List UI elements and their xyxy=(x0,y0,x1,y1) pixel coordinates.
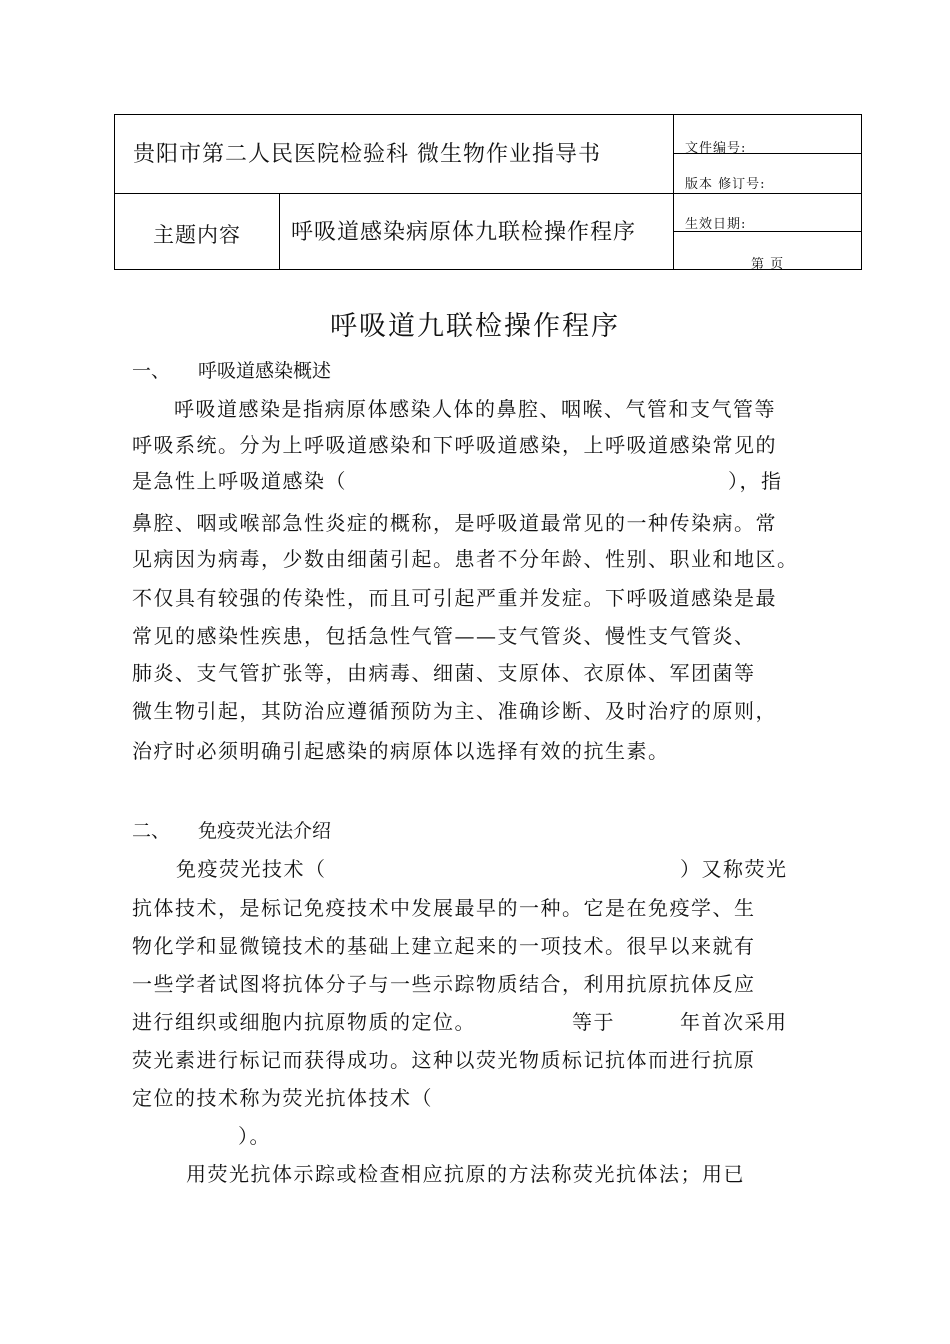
paragraph-line: 常见的感染性疾患，包括急性气管——支气管炎、慢性支气管炎、 xyxy=(132,624,756,648)
section-heading xyxy=(132,816,331,843)
paragraph-line: 荧光素进行标记而获得成功。这种以荧光物质标记抗体而进行抗原 xyxy=(132,1048,756,1072)
effective-date-label: 生效日期: xyxy=(685,217,747,232)
paragraph-line: 是急性上呼吸道感染（ xyxy=(132,469,347,493)
subject-label: 主题内容 xyxy=(153,223,241,247)
paragraph-line: 一些学者试图将抗体分子与一些示踪物质结合，利用抗原抗体反应 xyxy=(132,972,756,996)
table-divider xyxy=(115,193,861,194)
paragraph-line: 用荧光抗体示踪或检查相应抗原的方法称荧光抗体法；用已 xyxy=(186,1162,745,1186)
section-title: 免疫荧光法介绍 xyxy=(198,820,332,842)
section-title: 呼吸道感染概述 xyxy=(198,360,332,382)
file-number-label: 文件编号: xyxy=(685,141,747,156)
paragraph-line: 见病因为病毒，少数由细菌引起。患者不分年龄、性别、职业和地区。 xyxy=(132,547,799,571)
document-title: 呼吸道九联检操作程序 xyxy=(330,311,620,342)
paragraph-line: ）。 xyxy=(238,1124,271,1148)
paragraph-line: 呼吸系统。分为上呼吸道感染和下呼吸道感染，上呼吸道感染常见的 xyxy=(132,433,777,457)
section-number: 一、 xyxy=(132,360,171,382)
paragraph-line: 等于 xyxy=(572,1010,615,1034)
paragraph-line: 不仅具有较强的传染性，而且可引起严重并发症。下呼吸道感染是最 xyxy=(132,586,777,610)
org-title: 贵阳市第二人民医院检验科 微生物作业指导书 xyxy=(133,142,601,167)
section-heading xyxy=(132,356,331,383)
section-number: 二、 xyxy=(132,820,171,842)
table-divider xyxy=(279,193,280,269)
paragraph-line: 抗体技术，是标记免疫技术中发展最早的一种。它是在免疫学、生 xyxy=(132,896,756,920)
paragraph-line: 进行组织或细胞内抗原物质的定位。 xyxy=(132,1010,476,1034)
paragraph-line: 免疫荧光技术（ xyxy=(176,857,327,881)
document-header-table xyxy=(114,114,862,270)
paragraph-line: 年首次采用 xyxy=(680,1010,788,1034)
subject-value: 呼吸道感染病原体九联检操作程序 xyxy=(291,220,637,245)
paragraph-line: 呼吸道感染是指病原体感染人体的鼻腔、咽喉、气管和支气管等 xyxy=(174,397,776,421)
paragraph-line: 定位的技术称为荧光抗体技术（ xyxy=(132,1086,433,1110)
paragraph-line: 鼻腔、咽或喉部急性炎症的概称，是呼吸道最常见的一种传染病。常 xyxy=(132,511,777,535)
paragraph-line: 物化学和显微镜技术的基础上建立起来的一项技术。很早以来就有 xyxy=(132,934,756,958)
page-label: 第 页 xyxy=(751,257,785,272)
paragraph-line: 微生物引起，其防治应遵循预防为主、准确诊断、及时治疗的原则， xyxy=(132,699,777,723)
paragraph-line: ）又称荧光 xyxy=(680,857,788,881)
paragraph-line: 治疗时必须明确引起感染的病原体以选择有效的抗生素。 xyxy=(132,739,670,763)
version-label: 版本 修订号: xyxy=(685,177,766,192)
table-divider xyxy=(673,115,674,269)
paragraph-line: 肺炎、支气管扩张等，由病毒、细菌、支原体、衣原体、军团菌等 xyxy=(132,661,756,685)
paragraph-line: ），指 xyxy=(728,469,783,493)
